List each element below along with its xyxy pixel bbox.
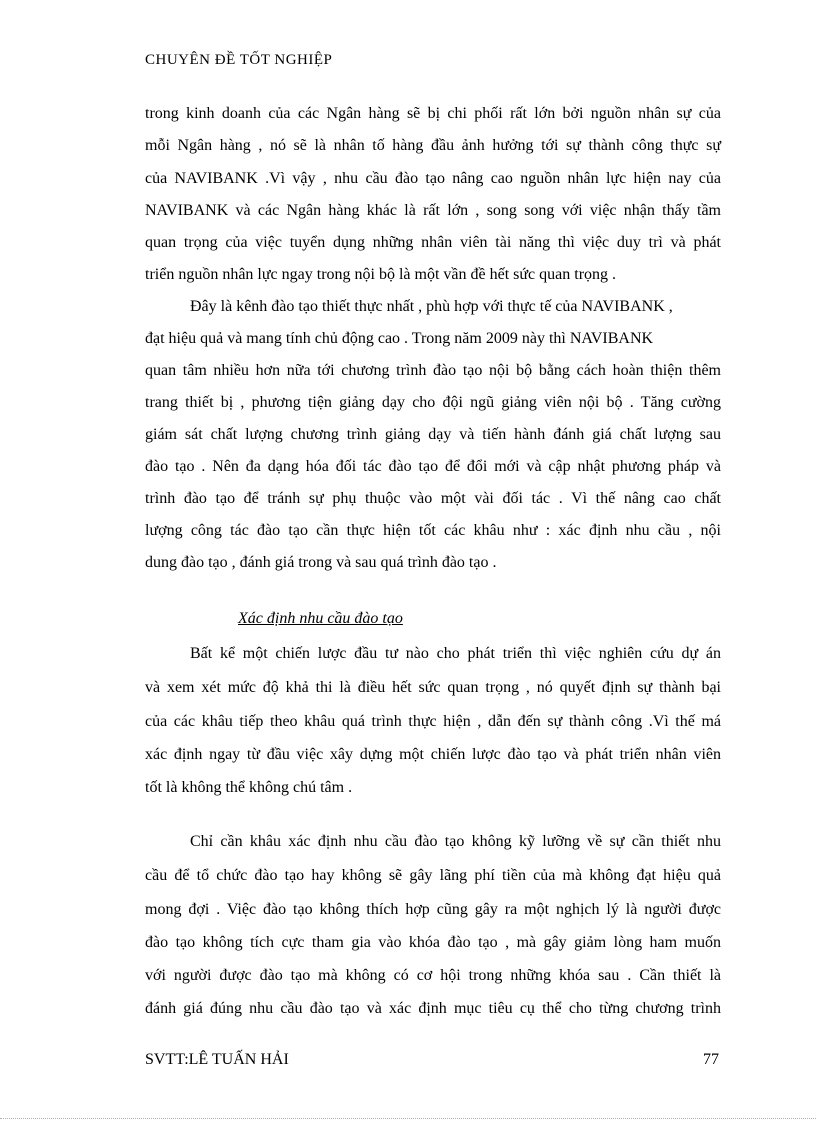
paragraph-line: Chỉ cần khâu xác định nhu cầu đào tạo không kỹ lưỡng về sự cần thiết nhu [190,833,721,850]
paragraph-line: Bất kể một chiến lược đầu tư nào cho phát triển thì việc nghiên cứu dự án [190,645,721,662]
paragraph-line: trong kinh doanh của các Ngân hàng sẽ bị chi phối rất lớn bởi nguồn nhân sự của [145,105,721,122]
section-heading: Xác định nhu cầu đào tạo [238,610,403,627]
paragraph-line: Đây là kênh đào tạo thiết thực nhất , phù hợp với thực tế của NAVIBANK , [190,298,673,315]
paragraph-line: triển nguồn nhân lực ngay trong nội bộ là một vần đề hết sức quan trọng . [145,266,617,283]
page-header-title: CHUYÊN ĐỀ TỐT NGHIỆP [145,52,333,68]
paragraph-line: trang thiết bị , phương tiện giảng dạy cho đội ngũ giảng viên nội bộ . Tăng cường [145,394,721,411]
paragraph-line: mỗi Ngân hàng , nó sẽ là nhân tố hàng đầu ảnh hưởng tới sự thành công thực sự [145,137,721,154]
paragraph-line: NAVIBANK và các Ngân hàng khác là rất lớn , song song với việc nhận thấy tầm [145,202,721,219]
paragraph-line: dung đào tạo , đánh giá trong và sau quá trình đào tạo . [145,554,497,571]
paragraph-line: xác định ngay từ đầu việc xây dựng một chiến lược đào tạo và phát triển nhân viên [145,746,721,763]
paragraph-line: với người được đào tạo mà không có cơ hội trong những khóa sau . Cần thiết là [145,967,721,984]
paragraph-line: đào tạo . Nên đa dạng hóa đối tác đào tạo để đổi mới và cập nhật phương pháp và [145,458,721,475]
paragraph-line: mong đợi . Việc đào tạo không thích hợp cũng gây ra một nghịch lý là người được [145,901,721,918]
paragraph-line: của các khâu tiếp theo khâu quá trình thực hiện , dẫn đến sự thành công .Vì thế má [145,713,721,730]
paragraph-line: giám sát chất lượng chương trình giảng dạy và tiến hành đánh giá chất lượng sau [145,426,721,443]
paragraph-line: trình đào tạo để tránh sự phụ thuộc vào một vài đối tác . Vì thế nâng cao chất [145,490,721,507]
footer-author: SVTT:LÊ TUẤN HẢI [145,1051,289,1068]
paragraph-line: lượng công tác đào tạo cần thực hiện tốt các khâu như : xác định nhu cầu , nội [145,522,721,539]
paragraph-line: quan trọng của việc tuyển dụng những nhân viên tài năng thì việc duy trì và phát [145,234,721,251]
paragraph-line: đạt hiệu quả và mang tính chủ động cao . Trong năm 2009 này thì NAVIBANK [145,330,654,347]
paragraph-line: tốt là không thể không chú tâm . [145,779,353,796]
paragraph-line: quan tâm nhiều hơn nữa tới chương trình đào tạo nội bộ bằng cách hoàn thiện thêm [145,362,721,379]
paragraph-line: đào tạo không tích cực tham gia vào khóa đào tạo , mà gây giảm lòng ham muốn [145,934,721,951]
page-number: 77 [703,1051,719,1068]
paragraph-line: đánh giá đúng nhu cầu đào tạo và xác định mục tiêu cụ thể cho từng chương trình [145,1000,721,1017]
paragraph-line: và xem xét mức độ khả thi là điều hết sức quan trọng , nó quyết định sự thành bại [145,679,721,696]
paragraph-line: của NAVIBANK .Vì vậy , nhu cầu đào tạo nâng cao nguồn nhân lực hiện nay của [145,170,721,187]
paragraph-line: cầu để tổ chức đào tạo hay không sẽ gây lãng phí tiền của mà không đạt hiệu quả [145,867,721,884]
page-bottom-divider [0,1118,816,1119]
